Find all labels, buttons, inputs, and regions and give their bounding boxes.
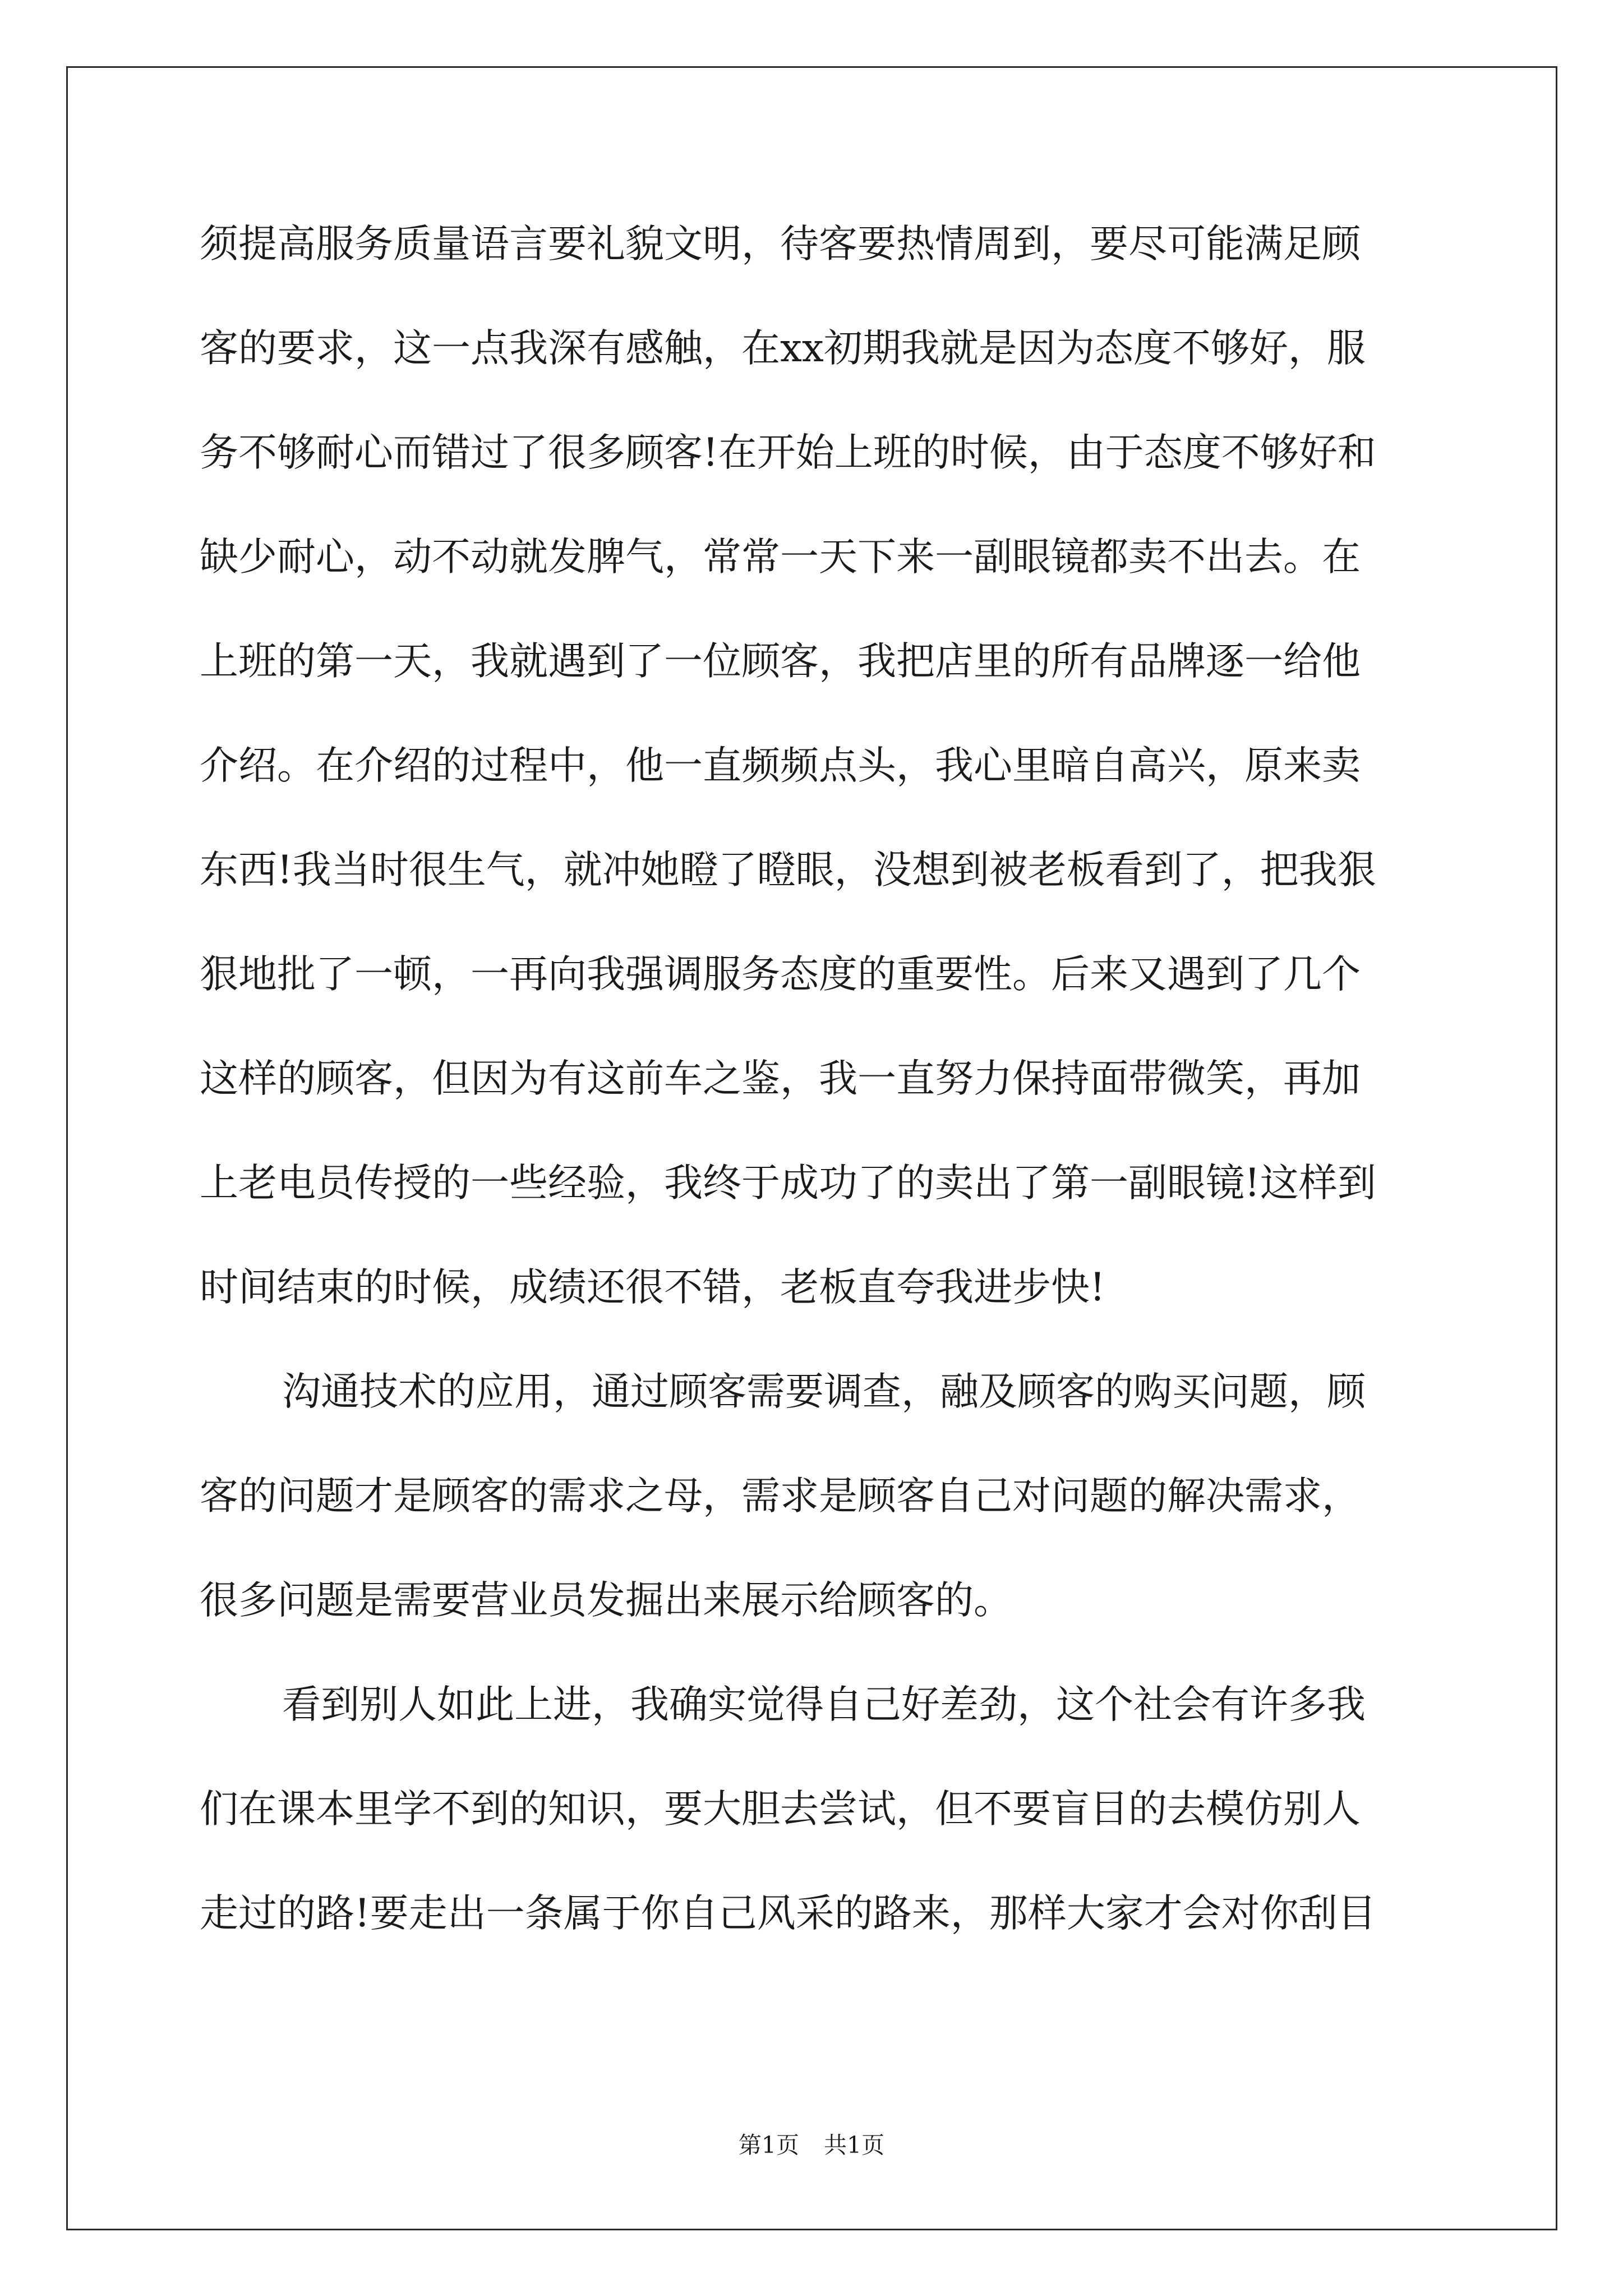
text-line: 务不够耐心而错过了很多顾客!在开始上班的时候，由于态度不够好和 [200, 430, 1376, 475]
document-body [200, 216, 1429, 1990]
text-line: 介绍。在介绍的过程中，他一直频频点头，我心里暗自高兴，原来卖 [200, 743, 1361, 788]
text-line: 这样的顾客，但因为有这前车之鉴，我一直努力保持面带微笑，再加 [200, 1056, 1361, 1101]
text-line: 们在课本里学不到的知识，要大胆去尝试，但不要盲目的去模仿别人 [200, 1787, 1361, 1832]
paragraph-first-line: 沟通技术的应用，通过顾客需要调查，融及顾客的购买问题，顾 [282, 1369, 1366, 1414]
page-number-current: 第1页 [738, 2132, 799, 2159]
paragraph-first-line: 看到别人如此上进，我确实觉得自己好差劲，这个社会有许多我 [282, 1682, 1366, 1727]
text-line: 客的要求，这一点我深有感触，在xx初期我就是因为态度不够好，服 [200, 326, 1366, 371]
page-number-total: 共1页 [824, 2132, 885, 2159]
text-line: 上班的第一天，我就遇到了一位顾客，我把店里的所有品牌逐一给他 [200, 639, 1361, 684]
text-line: 时间结束的时候，成绩还很不错，老板直夸我进步快! [200, 1265, 1105, 1310]
text-line: 东西!我当时很生气，就冲她瞪了瞪眼，没想到被老板看到了，把我狠 [200, 848, 1376, 892]
text-line: 须提高服务质量语言要礼貌文明，待客要热情周到，要尽可能满足顾 [200, 222, 1361, 266]
text-line: 走过的路!要走出一条属于你自己风采的路来，那样大家才会对你刮目 [200, 1891, 1376, 1936]
text-line: 缺少耐心，动不动就发脾气，常常一天下来一副眼镜都卖不出去。在 [200, 535, 1361, 579]
text-line: 很多问题是需要营业员发掘出来展示给顾客的。 [200, 1578, 1012, 1623]
text-line: 客的问题才是顾客的需求之母，需求是顾客自己对问题的解决需求， [200, 1474, 1361, 1519]
text-line: 上老电员传授的一些经验，我终于成功了的卖出了第一副眼镜!这样到 [200, 1161, 1376, 1205]
page-footer [0, 2132, 1623, 2159]
text-line: 狠地批了一顿，一再向我强调服务态度的重要性。后来又遇到了几个 [200, 952, 1361, 997]
